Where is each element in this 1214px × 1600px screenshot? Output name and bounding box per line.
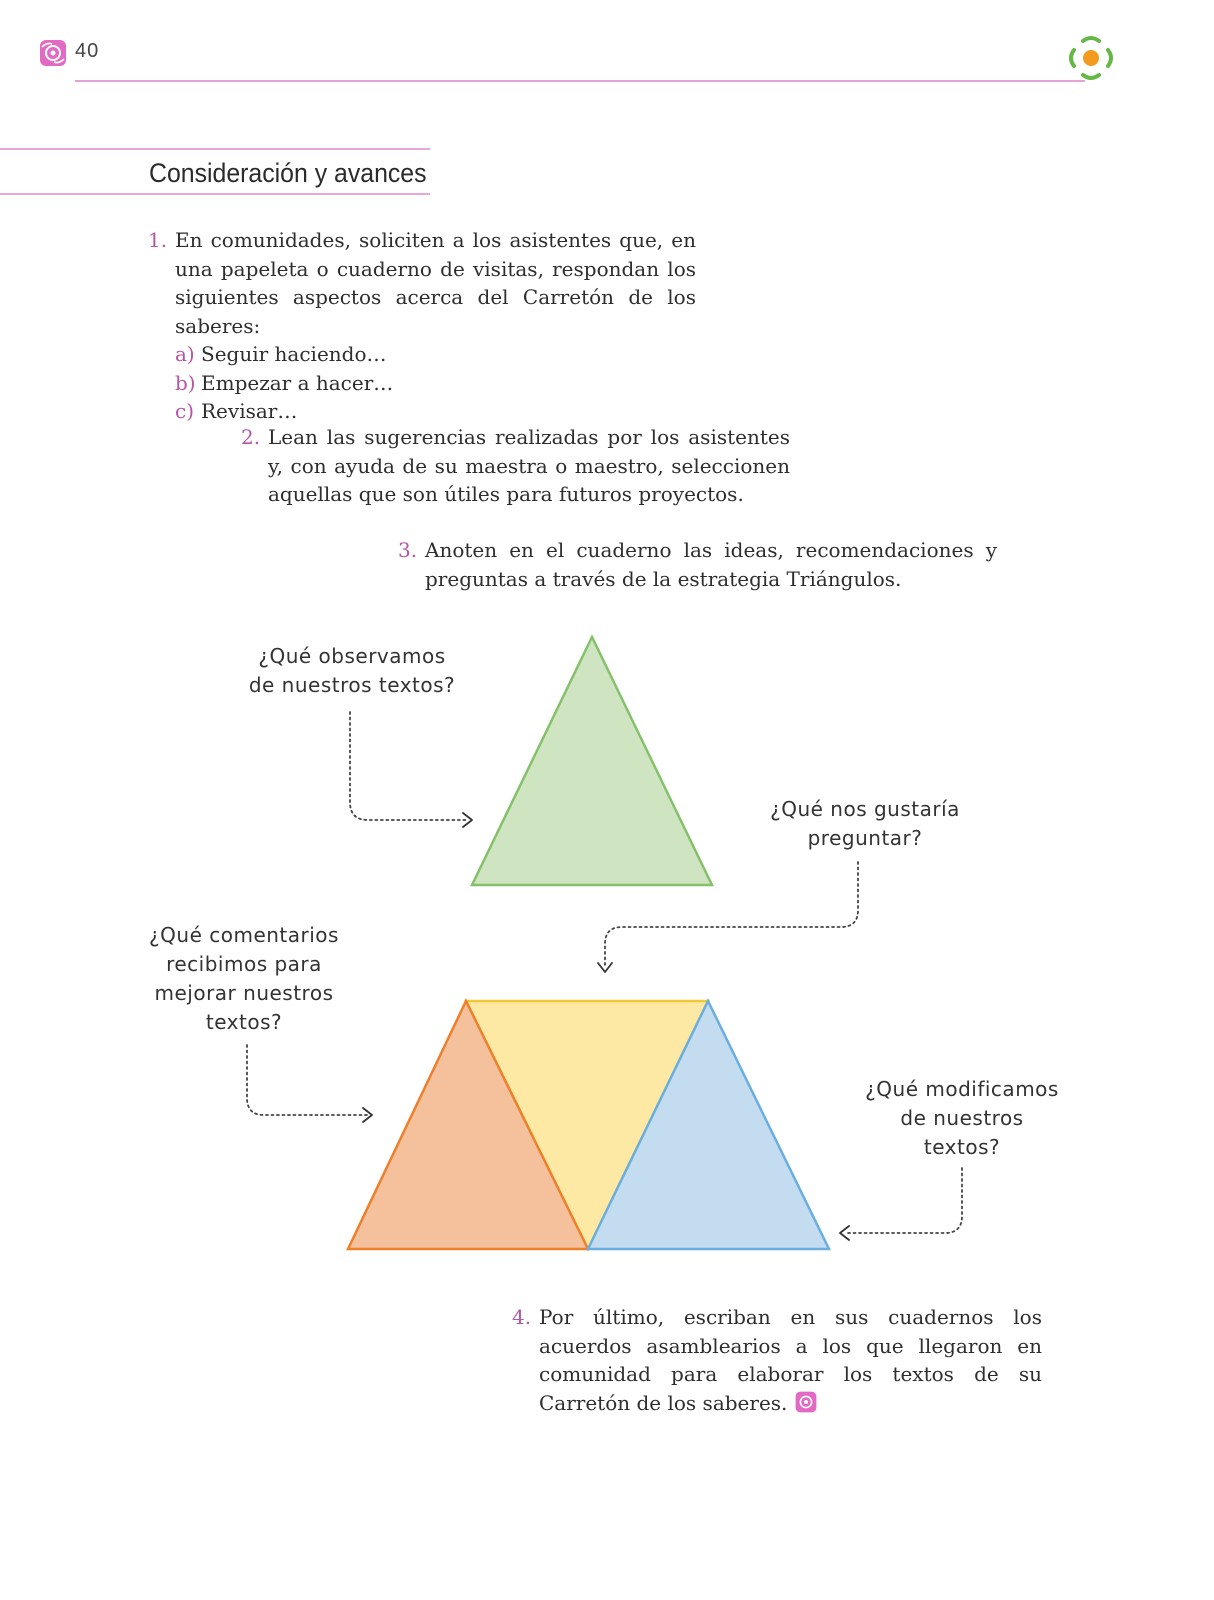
item-text: Anoten en el cuaderno las ideas, recomendaciones y preguntas a través de la estrategia Triángulos. [425,538,997,591]
pink-flower-ornament-icon [794,1390,818,1414]
question-line: textos? [205,1010,283,1034]
item-number: 1. [148,228,168,252]
item-text: En comunidades, soliciten a los asistentes que, en una papeleta o cuaderno de visitas, respondan los siguientes aspectos acerca del Carretón de los saberes: [175,228,696,338]
subitem [175,369,696,398]
page-number: 40 [75,40,100,62]
logo [1066,33,1116,83]
section-title: Consideración y avances [149,158,427,188]
subitem-letter: b) [175,370,196,395]
arrow-modify [845,1168,962,1233]
question-modify [842,1075,1082,1162]
list-item [398,536,997,593]
question-line: mejorar nuestros [154,981,334,1005]
green-orange-swirl-logo-icon [1066,33,1116,83]
section-line-top [0,148,430,150]
list-item [148,226,696,426]
question-observe [232,642,472,700]
question-line: ¿Qué observamos [258,644,446,668]
subitem-letter: c) [175,399,195,423]
item-text: Lean las sugerencias realizadas por los asistentes y, con ayuda de su maestra o maestro, seleccionen aquellas que son útiles para futuros proyectos. [268,425,790,506]
arrow-observe [350,712,468,820]
list-item [241,423,790,509]
section-line-bottom [0,193,430,195]
item-number: 3. [398,538,418,562]
arrow-comments [247,1045,368,1115]
header-divider [75,80,1085,82]
question-line: ¿Qué comentarios [149,923,339,947]
question-line: recibimos para [166,952,322,976]
subitem [175,397,696,426]
subitem-letter: a) [175,342,195,366]
subitem [175,340,696,369]
subitem-text: Empezar a hacer… [201,370,394,395]
question-comments [124,921,364,1037]
corner-ornament [38,38,68,68]
question-line: de nuestros [900,1106,1024,1130]
list-item [512,1303,1042,1417]
item-text-wrap [539,1303,1042,1417]
subitem-text: Seguir haciendo… [201,342,387,366]
question-ask [745,795,985,853]
subitem-text: Revisar… [201,399,298,423]
item-text: Por último, escriban en sus cuadernos los acuerdos asamblearios a los que llegaron en comunidad para elaborar los textos de su Carretón de los saberes. [539,1305,1042,1415]
question-line: de nuestros textos? [248,673,456,697]
green-triangle [472,637,712,885]
item-number: 2. [241,425,261,449]
question-line: textos? [923,1135,1001,1159]
question-line: ¿Qué nos gustaría [770,797,960,821]
question-line: preguntar? [807,826,923,850]
pink-flower-ornament-icon [38,38,68,68]
question-line: ¿Qué modificamos [865,1077,1059,1101]
item-number: 4. [512,1305,532,1329]
